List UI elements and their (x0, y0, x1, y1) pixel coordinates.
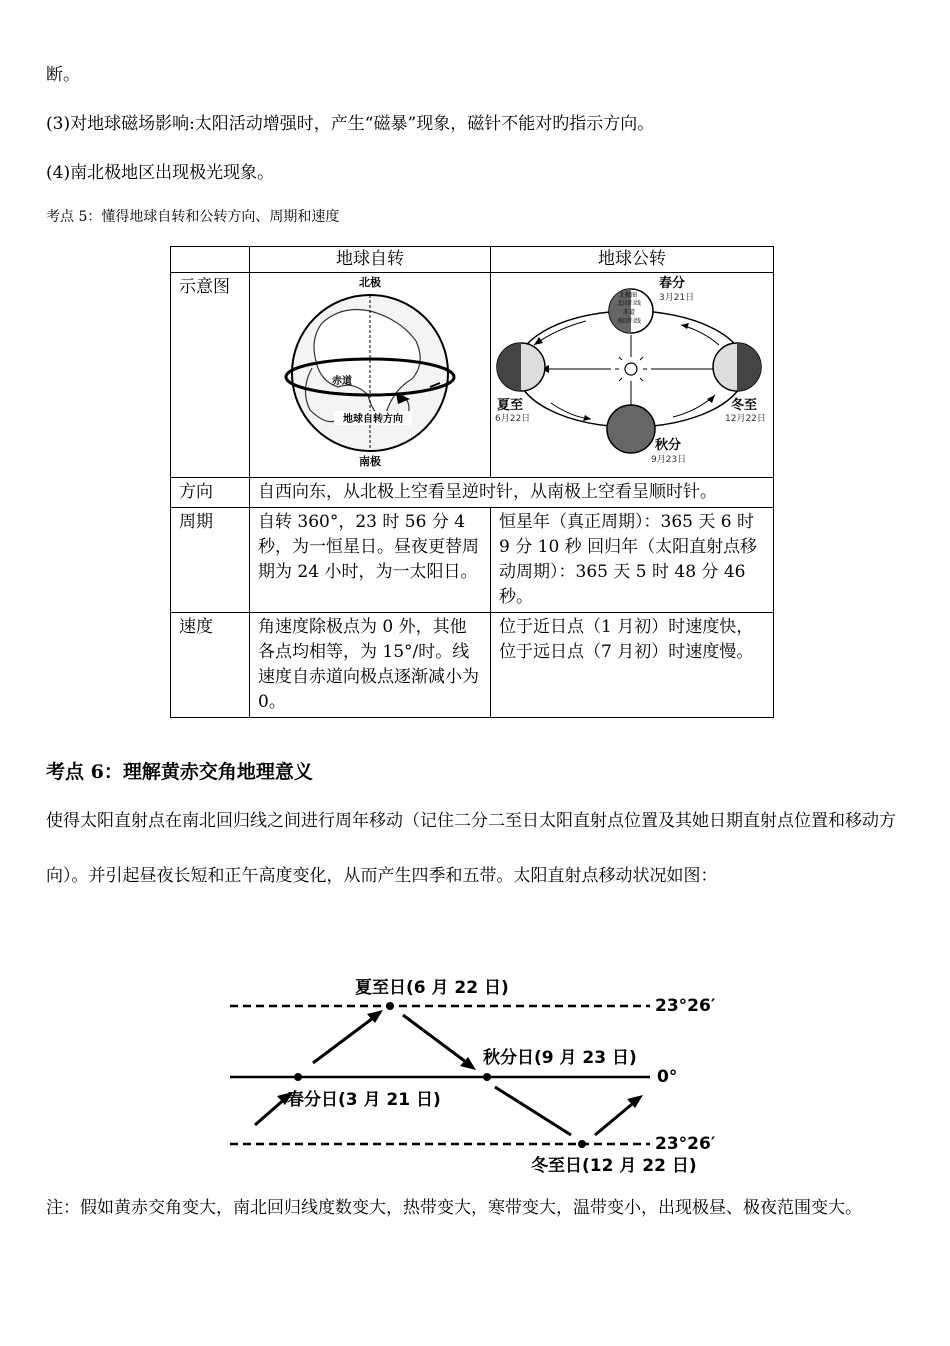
lat-zero-label: 0° (657, 1067, 678, 1087)
period-revolution: 恒星年（真正周期）：365 天 6 时 9 分 10 秒 回归年（太阳直射点移动周期）：365 天 5 时 48 分 46 秒。 (491, 508, 774, 613)
lat-south-label: 23°26′ (655, 1134, 716, 1154)
header-revolution: 地球公转 (491, 247, 774, 273)
rotation-direction-label: 地球自转方向 (343, 414, 403, 425)
winter-label: 冬至 (731, 398, 758, 413)
lat-north-label: 23°26′ (655, 996, 716, 1016)
spring-date: 3月21日 (659, 293, 695, 303)
direction-text: 自西向东，从北极上空看呈逆时针，从南极上空看呈顺时针。 (250, 478, 774, 508)
period-rotation: 自转 360°，23 时 56 分 4 秒，为一恒星日。昼夜更替周期为 24 小时，为一太阳日。 (250, 508, 491, 613)
spring-label: 春分 (659, 276, 686, 291)
winter-solstice-label: 冬至日(12 月 22 日) (531, 1156, 697, 1176)
sun-direct-point-diagram (225, 965, 725, 1180)
autumn-equinox-label: 秋分日(9 月 23 日) (483, 1048, 637, 1068)
rotation-diagram (250, 273, 491, 478)
speed-revolution: 位于近日点（1 月初）时速度快，位于远日点（7 月初）时速度慢。 (491, 613, 774, 718)
winter-date: 12月22日 (725, 414, 766, 424)
intro-line-2: (3)对地球磁场影响:太阳活动增强时，产生“磁暴”现象，磁针不能对旳指示方向。 (46, 114, 655, 134)
note-text: 注：假如黄赤交角变大，南北回归线度数变大，热带变大，寒带变大，温带变小，出现极昼、极夜范围变大。 (46, 1198, 862, 1218)
speed-rotation: 角速度除极点为 0 外，其他各点均相等，为 15°/时。线速度自赤道向极点逐渐减小为 0。 (250, 613, 491, 718)
revolution-diagram (491, 273, 774, 478)
equator-small-label: 赤道 (623, 309, 636, 316)
row-label-direction: 方向 (171, 478, 250, 508)
summer-solstice-label: 夏至日(6 月 22 日) (355, 978, 509, 998)
intro-line-1: 断。 (46, 65, 80, 85)
north-tropic-label: 北回归线 (617, 300, 642, 307)
sun-icon (625, 363, 637, 375)
summer-date: 6月22日 (495, 414, 531, 424)
equator-label: 赤道 (332, 376, 352, 387)
header-rotation: 地球自转 (250, 247, 491, 273)
autumn-label: 秋分 (655, 438, 682, 453)
row-label-diagram: 示意图 (171, 273, 250, 478)
summer-label: 夏至 (497, 398, 524, 413)
kaodian6-heading: 考点 6：理解黄赤交角地理意义 (46, 761, 313, 783)
rotation-revolution-table (170, 246, 774, 718)
row-label-speed: 速度 (171, 613, 250, 718)
south-pole-label: 南极 (359, 455, 381, 468)
row-label-period: 周期 (171, 508, 250, 613)
south-tropic-label: 南回归线 (617, 318, 642, 325)
spring-equinox-label: 春分日(3 月 21 日) (287, 1090, 441, 1110)
autumn-date: 9月23日 (651, 455, 687, 465)
kaodian6-body: 使得太阳直射点在南北回归线之间进行周年移动（记住二分二至日太阳直射点位置及其她日期直射点位置和移动方向）。并引起昼夜长短和正午高度变化，从而产生四季和五带。太阳直射点移动状况如图： (46, 811, 896, 886)
north-circle-label: 北极圈 (619, 292, 638, 299)
kaodian5-heading: 考点 5：懂得地球自转和公转方向、周期和速度 (46, 209, 340, 225)
intro-line-3: (4)南北极地区出现极光现象。 (46, 163, 275, 183)
north-pole-label: 北极 (359, 276, 381, 289)
earth-autumn (607, 405, 655, 453)
